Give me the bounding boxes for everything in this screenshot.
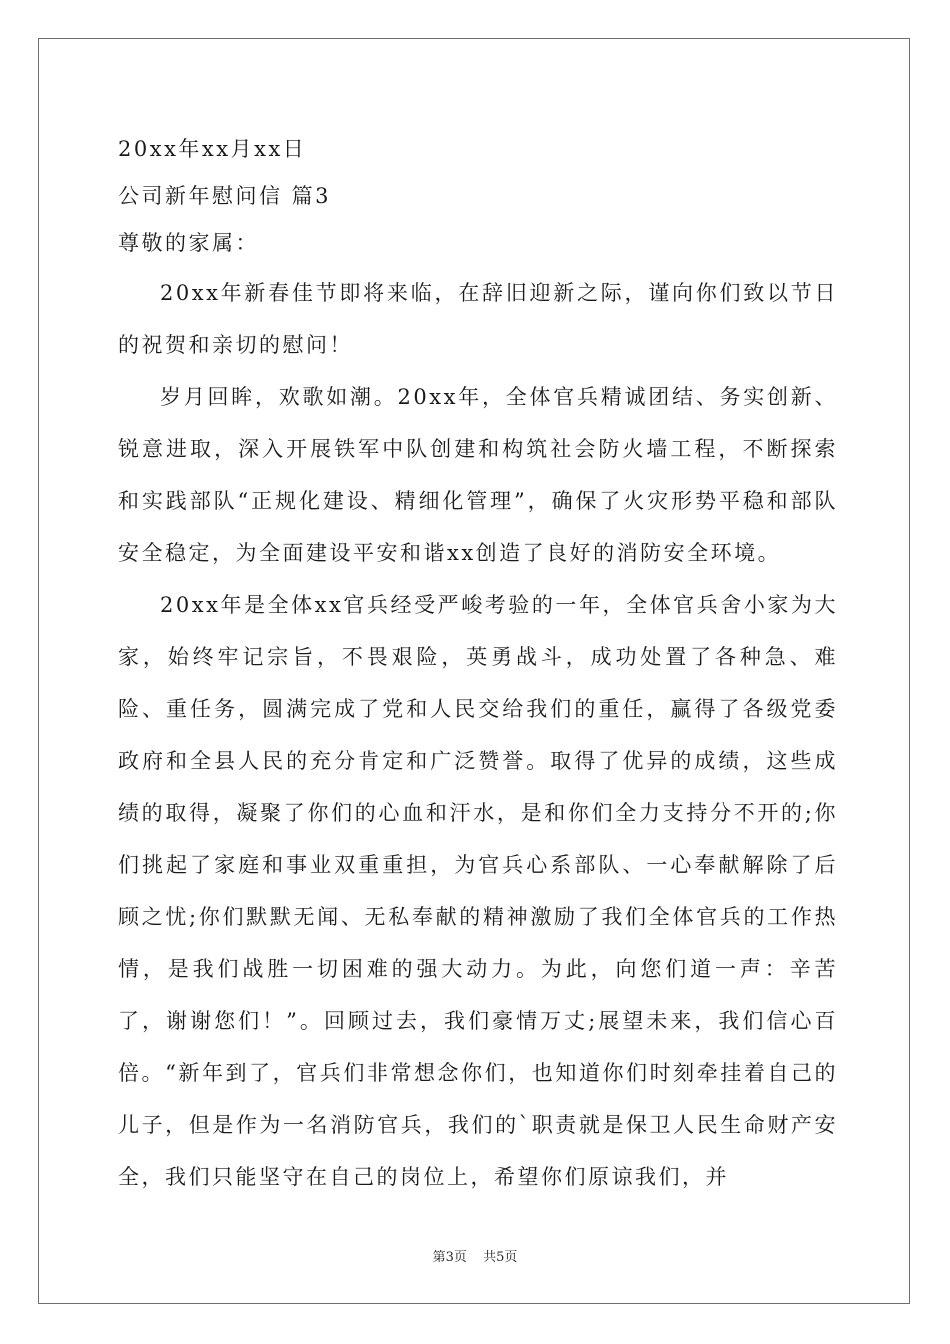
salutation: 尊敬的家属： [118, 231, 259, 255]
page-number: 第3页 [432, 1250, 467, 1265]
paragraph-3: 20xx年是全体xx官兵经受严峻考验的一年，全体官兵舍小家为大家，始终牢记宗旨，不畏艰险，英勇战斗，成功处置了各种急、难险、重任务，圆满完成了党和人民交给我们的重任，赢得了各级党委政府和全县人民的充分肯定和广泛赞誉。取得了优异的成绩，这些成绩的取得，凝聚了你们的心血和汗水，是和你们全力支持分不开的;你们挑起了家庭和事业双重重担，为官兵心系部队、一心奉献解除了后顾之忧;你们默默无闻、无私奉献的精神激励了我们全体官兵的工作热情，是我们战胜一切困难的强大动力。为此，向您们道一声：辛苦了，谢谢您们！”。回顾过去，我们豪情万丈;展望未来，我们信心百倍。“新年到了，官兵们非常想念你们，也知道你们时刻牵挂着自己的儿子，但是作为一名消防官兵，我们的`职责就是保卫人民生命财产安全，我们只能坚守在自己的岗位上，希望你们原谅我们，并 [118, 593, 838, 1189]
page-footer [0, 1246, 950, 1265]
paragraph-2: 岁月回眸，欢歌如潮。20xx年，全体官兵精诚团结、务实创新、锐意进取，深入开展铁军中队创建和构筑社会防火墙工程，不断探索和实践部队“正规化建设、精细化管理”，确保了火灾形势平稳和部队安全稳定，为全面建设平安和谐xx创造了良好的消防安全环境。 [118, 385, 838, 565]
letter-title: 公司新年慰问信 篇3 [118, 184, 332, 208]
letter-body [118, 126, 838, 1203]
paragraph-1: 20xx年新春佳节即将来临，在辞旧迎新之际，谨向你们致以节日的祝贺和亲切的慰问！ [118, 281, 838, 357]
date-line: 20xx年xx月xx日 [118, 137, 307, 161]
page-total: 共5页 [483, 1250, 518, 1265]
